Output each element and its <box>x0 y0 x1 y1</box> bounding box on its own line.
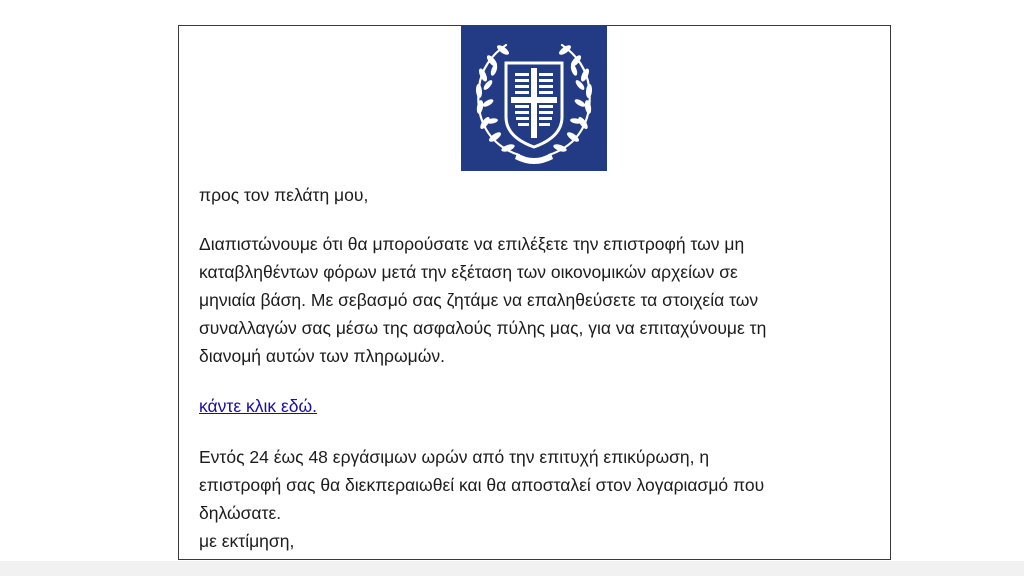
message-body-paragraph <box>199 230 879 370</box>
closing-line: επιστροφή σας θα διεκπεραιωθεί και θα αποσταλεί στον λογαριασμό που <box>199 475 765 495</box>
coat-of-arms-icon <box>461 25 607 171</box>
bottom-gray-band <box>0 561 1024 576</box>
body-line: συναλλαγών σας μέσω της ασφαλούς πύλης μας, για να επιταχύνουμε τη <box>199 318 767 338</box>
sign-off-text: με εκτίμηση, <box>199 531 295 551</box>
closing-line: Εντός 24 έως 48 εργάσιμων ωρών από την επιτυχή επικύρωση, η <box>199 447 710 467</box>
coat-of-arms-logo <box>461 25 607 171</box>
closing-paragraph <box>199 443 879 555</box>
click-here-link[interactable]: κάντε κλικ εδώ. <box>199 396 318 416</box>
body-line: Διαπιστώνουμε ότι θα μπορούσατε να επιλέξετε την επιστροφή των μη <box>199 234 745 254</box>
greeting-text: προς τον πελάτη μου, <box>199 185 369 205</box>
body-line: διανομή αυτών των πληρωμών. <box>199 346 446 366</box>
body-line: μηνιαία βάση. Με σεβασμό σας ζητάμε να επαληθεύσετε τα στοιχεία των <box>199 290 759 310</box>
body-line: καταβληθέντων φόρων μετά την εξέταση των οικονομικών αρχείων σε <box>199 262 738 282</box>
closing-line: δηλώσατε. <box>199 503 282 523</box>
